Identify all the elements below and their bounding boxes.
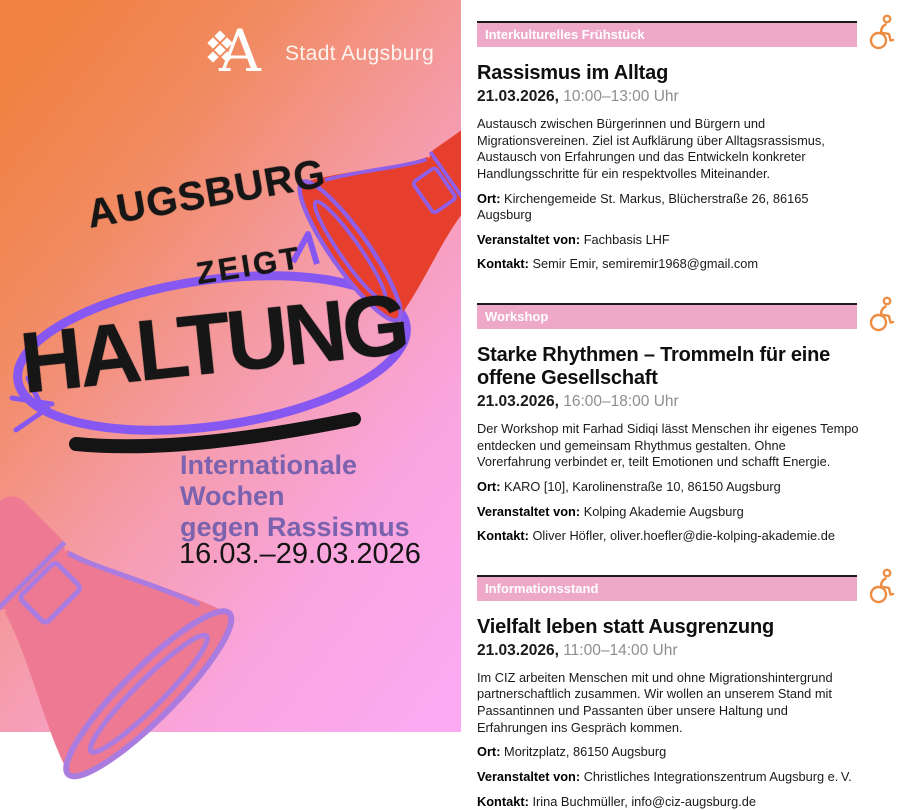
- category-label: Interkulturelles Frühstück: [477, 23, 857, 47]
- campaign-poster: [0, 0, 461, 732]
- organizer-label: Veranstaltet von:: [477, 769, 580, 784]
- contact-label: Kontakt:: [477, 794, 529, 809]
- event-organizer: [477, 232, 861, 249]
- location-value: Kirchengemeide St. Markus, Blücherstraße 26, 86165 Augsburg: [477, 191, 808, 223]
- event-organizer: [477, 504, 861, 521]
- category-banner: [477, 575, 857, 601]
- contact-value: Irina Buchmüller, info@ciz-augsburg.de: [532, 794, 756, 809]
- headline-zeigt: ZEIGT: [194, 240, 305, 292]
- category-label: Informationsstand: [477, 577, 857, 601]
- event-card: [477, 21, 895, 273]
- event-location: [477, 744, 861, 761]
- organizer-label: Veranstaltet von:: [477, 504, 580, 519]
- event-datetime: [477, 88, 895, 106]
- event-title: Rassismus im Alltag: [477, 62, 861, 85]
- event-date: 21.03.2026,: [477, 88, 559, 105]
- location-value: KARO [10], Karolinenstraße 10, 86150 Augsburg: [504, 479, 781, 494]
- subtitle-line: Wochen: [180, 481, 410, 512]
- headline-haltung: HALTUNG: [16, 275, 410, 414]
- event-description: Der Workshop mit Farhad Sidiqi lässt Menschen ihr eigenes Tempo entdecken und gemeinsam Rhythmus gestalten. Ohne Vorerfahrung verbindet er, teilt Emotionen und schafft Energie.: [477, 421, 861, 471]
- wheelchair-icon: [867, 568, 894, 604]
- contact-label: Kontakt:: [477, 528, 529, 543]
- category-banner: [477, 303, 857, 329]
- event-description: Austausch zwischen Bürgerinnen und Bürgern und Migrationsvereinen. Ziel ist Aufklärung über Alltagsrassismus, Austausch von Erfahrungen und das Entwickeln konkreter Handlungsschritte für ein respektvolles Miteinander.: [477, 116, 861, 183]
- event-title: Starke Rhythmen – Trommeln für eine offene Gesellschaft: [477, 344, 861, 390]
- event-time: 10:00–13:00 Uhr: [563, 88, 678, 105]
- logo-text: Stadt Augsburg: [285, 42, 434, 66]
- organizer-label: Veranstaltet von:: [477, 232, 580, 247]
- stadt-augsburg-logo: [203, 28, 434, 90]
- event-card: [477, 575, 895, 810]
- event-time: 16:00–18:00 Uhr: [563, 393, 678, 410]
- subtitle-line: gegen Rassismus: [180, 512, 410, 543]
- contact-label: Kontakt:: [477, 256, 529, 271]
- event-date: 21.03.2026,: [477, 393, 559, 410]
- event-list: [461, 0, 900, 732]
- category-banner: [477, 21, 857, 47]
- subtitle-line: Internationale: [180, 450, 410, 481]
- headline-augsburg: AUGSBURG: [84, 151, 329, 237]
- contact-value: Semir Emir, semiremir1968@gmail.com: [532, 256, 758, 271]
- event-card-header: [477, 303, 895, 332]
- organizer-value: Kolping Akademie Augsburg: [584, 504, 744, 519]
- event-title: Vielfalt leben statt Ausgrenzung: [477, 616, 861, 639]
- event-contact: [477, 528, 861, 545]
- location-label: Ort:: [477, 191, 500, 206]
- event-contact: [477, 794, 861, 810]
- location-value: Moritzplatz, 86150 Augsburg: [504, 744, 666, 759]
- category-label: Workshop: [477, 305, 857, 329]
- event-datetime: [477, 393, 895, 411]
- location-label: Ort:: [477, 479, 500, 494]
- wheelchair-icon: [867, 296, 894, 332]
- event-description: Im CIZ arbeiten Menschen mit und ohne Migrationshintergrund partnerschaftlich zusammen. Wir wollen an unserem Stand mit Passantinnen und Passanten über unsere Haltung und Erfahrungen ins Gespräch kommen.: [477, 670, 861, 737]
- logo-monogram: A: [219, 22, 261, 80]
- event-date: 21.03.2026,: [477, 642, 559, 659]
- event-card-header: [477, 21, 895, 50]
- event-card-header: [477, 575, 895, 604]
- location-label: Ort:: [477, 744, 500, 759]
- event-location: [477, 191, 861, 224]
- event-datetime: [477, 642, 895, 660]
- event-organizer: [477, 769, 861, 786]
- event-time: 11:00–14:00 Uhr: [563, 642, 677, 659]
- organizer-value: Christliches Integrationszentrum Augsburg e. V.: [584, 769, 852, 784]
- event-location: [477, 479, 861, 496]
- campaign-date-range: 16.03.–29.03.2026: [179, 538, 421, 571]
- contact-value: Oliver Höfler, oliver.hoefler@die-kolping-akademie.de: [532, 528, 835, 543]
- logo-mark: [203, 28, 275, 90]
- event-contact: [477, 256, 861, 273]
- wheelchair-icon: [867, 14, 894, 50]
- event-card: [477, 303, 895, 545]
- campaign-subtitle: [180, 450, 410, 542]
- organizer-value: Fachbasis LHF: [584, 232, 670, 247]
